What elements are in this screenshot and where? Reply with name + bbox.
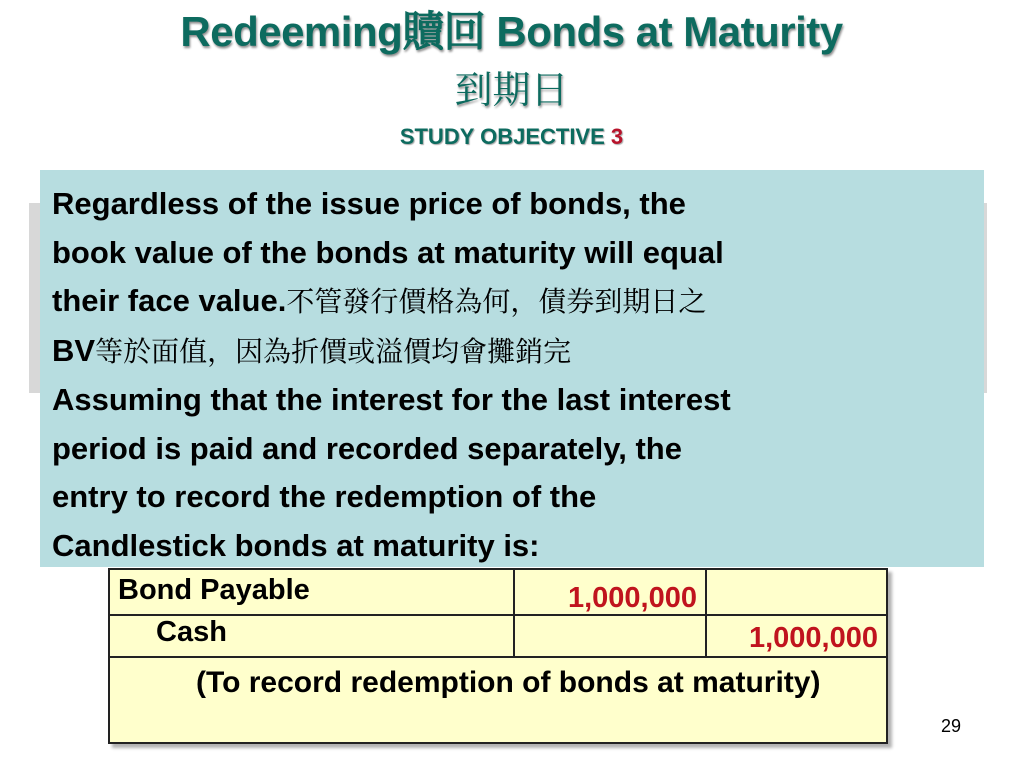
explanation-line: period is paid and recorded separately, the [52, 430, 682, 466]
explanation-box [40, 170, 984, 567]
debit-amount: 1,000,000 [567, 582, 697, 614]
journal-row [110, 570, 886, 616]
explanation-line: book value of the bonds at maturity will equal [52, 234, 724, 270]
study-objective [0, 122, 1023, 152]
explanation-line: Candlestick bonds at maturity is: [52, 527, 540, 563]
account-cell [110, 614, 515, 656]
account-name: Bond Payable [118, 574, 310, 606]
account-cell [110, 570, 515, 614]
explanation-line [52, 277, 974, 327]
slide-title: Redeeming贖回 Bonds at Maturity [180, 8, 843, 55]
explanation-line: Assuming that the interest for the last interest [52, 382, 731, 417]
explanation-line [52, 327, 974, 377]
study-objective-number: 3 [610, 124, 624, 149]
explanation-line: Regardless of the issue price of bonds, the [52, 186, 686, 221]
credit-cell [707, 570, 886, 614]
journal-memo: (To record redemption of bonds at maturity) [196, 666, 821, 699]
slide-subtitle: 到期日 [454, 68, 569, 112]
explanation-line: entry to record the redemption of the [52, 479, 597, 514]
journal-entry-table [108, 568, 888, 744]
debit-cell [515, 614, 707, 656]
credit-cell [707, 614, 886, 656]
explanation-text-en: BV [52, 332, 96, 368]
explanation-text-zh: 等於面值，因為折價或溢價均會攤銷完 [95, 334, 572, 368]
explanation-text-en: their face value. [52, 283, 287, 318]
journal-row [110, 614, 886, 658]
debit-cell [515, 570, 707, 614]
credit-amount: 1,000,000 [748, 622, 878, 654]
account-name: Cash [156, 616, 227, 648]
explanation-text-zh: 不管發行價格為何，債券到期日之 [286, 285, 707, 318]
page-number: 29 [940, 716, 961, 736]
study-objective-label: STUDY OBJECTIVE [399, 124, 605, 149]
